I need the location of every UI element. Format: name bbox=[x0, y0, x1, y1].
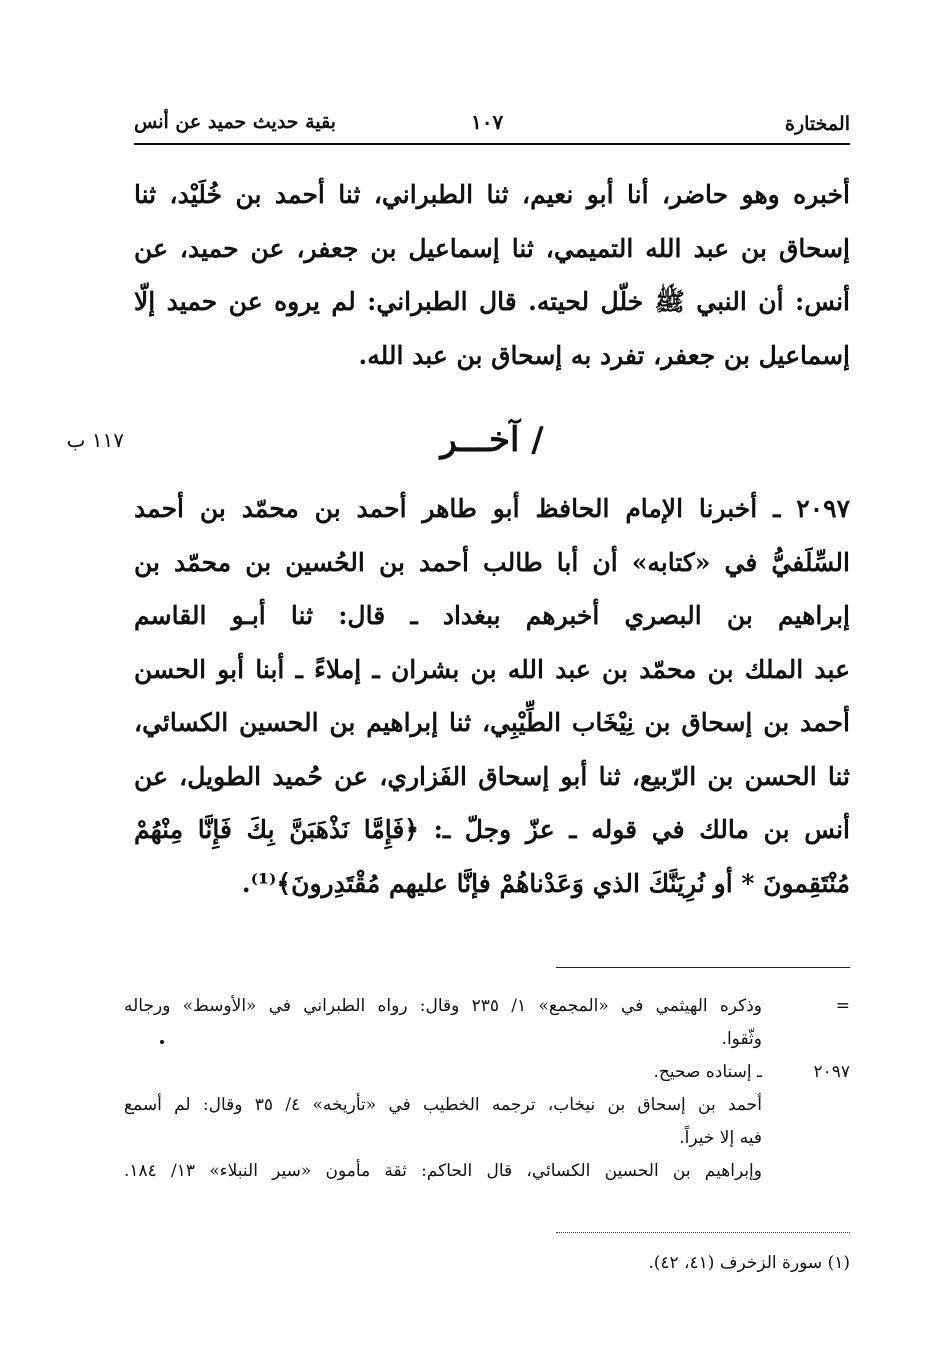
book-title: المختارة bbox=[785, 113, 850, 135]
footnotes bbox=[124, 990, 850, 1188]
text-line: أحمد بن إسحاق بن نِيْخَاب الطِّيْبِي، ثنا إبراهيم بن الحسين الكسائي، bbox=[134, 708, 850, 737]
page-number: ١٠٧ bbox=[471, 110, 504, 134]
text-line: أنس بن مالك في قوله ـ عزّ وجلّ ـ: ﴿فَإِمَّا نَذْهَبَنَّ بِكَ فَإِنَّا مِنْهُمْ bbox=[134, 815, 850, 844]
footnote-separator-dotted bbox=[556, 1232, 850, 1233]
text-line: إسماعيل بن جعفر، تفرد به إسحاق بن عبد الله. bbox=[358, 340, 850, 370]
section-title: بقية حديث حميد عن أنس bbox=[134, 111, 336, 133]
text-line: ٢٠٩٧ ـ أخبرنا الإمام الحافظ أبو طاهر أحمد بن محمّد بن أحمد bbox=[134, 494, 850, 523]
footnote-line: وذكره الهيثمي في «المجمع» ١/ ٢٣٥ وقال: رواه الطبراني في «الأوسط» ورجاله bbox=[124, 996, 763, 1016]
footnote-2097 bbox=[124, 1056, 850, 1188]
header-rule bbox=[134, 143, 850, 145]
footnote-line: وإبراهيم بن الحسين الكسائي، قال الحاكم: ثقة مأمون «سير النبلاء» ١٣/ ١٨٤. bbox=[124, 1161, 762, 1181]
footnote-separator bbox=[556, 967, 850, 968]
running-head bbox=[134, 108, 850, 140]
text-line: أخبره وهو حاضر، أنا أبو نعيم، ثنا الطبراني، ثنا أحمد بن خُلَيْد، ثنا bbox=[134, 180, 850, 209]
print-speck bbox=[160, 1040, 164, 1044]
text-line: ثنا الحسن بن الرّبيع، ثنا أبو إسحاق الفَزاري، عن حُميد الطويل، عن bbox=[134, 761, 850, 791]
text-line: إسحاق بن عبد الله التميمي، ثنا إسماعيل بن جعفر، عن حميد، عن bbox=[134, 233, 850, 263]
footnote-line: فيه إلا خيراً. bbox=[679, 1128, 762, 1148]
text-line: إبراهيم بن البصري أخبرهم ببغداد ـ قال: ثنا أبـو القاسم bbox=[134, 601, 850, 630]
text-line: أنس: أن النبي ﷺ خلّل لحيته. قال الطبراني: لم يروه عن حميد إلّا bbox=[134, 287, 850, 316]
text-line: السِّلَفيُّ في «كتابه» أن أبا طالب أحمد بن الحُسين بن محمّد بن bbox=[134, 547, 850, 577]
text-line: عبد الملك بن محمّد بن عبد الله بن بشران ـ إملاءً ـ أبنا أبو الحسن bbox=[134, 654, 850, 684]
footnote-line: وثّقوا. bbox=[721, 1029, 762, 1049]
footnote-number: ٢٠٩٧ bbox=[813, 1062, 850, 1082]
text-line: مُنْتَقِمونَ * أو نُرِيَنَّكَ الذي وَعَدْناهُمْ فإنَّا عليهم مُقْتَدِرونَ﴾⁽¹⁾. bbox=[241, 868, 850, 898]
manuscript-folio-note: ١١٧ ب bbox=[66, 428, 124, 452]
section-heading: / آخـــر bbox=[440, 420, 544, 460]
footnote-line: ـ إسناده صحيح. bbox=[653, 1062, 762, 1082]
continuation-marker: = bbox=[835, 996, 850, 1016]
footnote-line: أحمد بن إسحاق بن نيخاب، ترجمه الخطيب في «تأريخه» ٤/ ٣٥ وقال: لم أسمع bbox=[124, 1095, 762, 1115]
paragraph-continued-hadith bbox=[134, 168, 850, 382]
footnote-continuation bbox=[124, 990, 850, 1056]
paragraph-hadith-2097 bbox=[134, 482, 850, 910]
quran-reference-footnote: (١) سورة الزخرف (٤١، ٤٢). bbox=[648, 1253, 850, 1273]
